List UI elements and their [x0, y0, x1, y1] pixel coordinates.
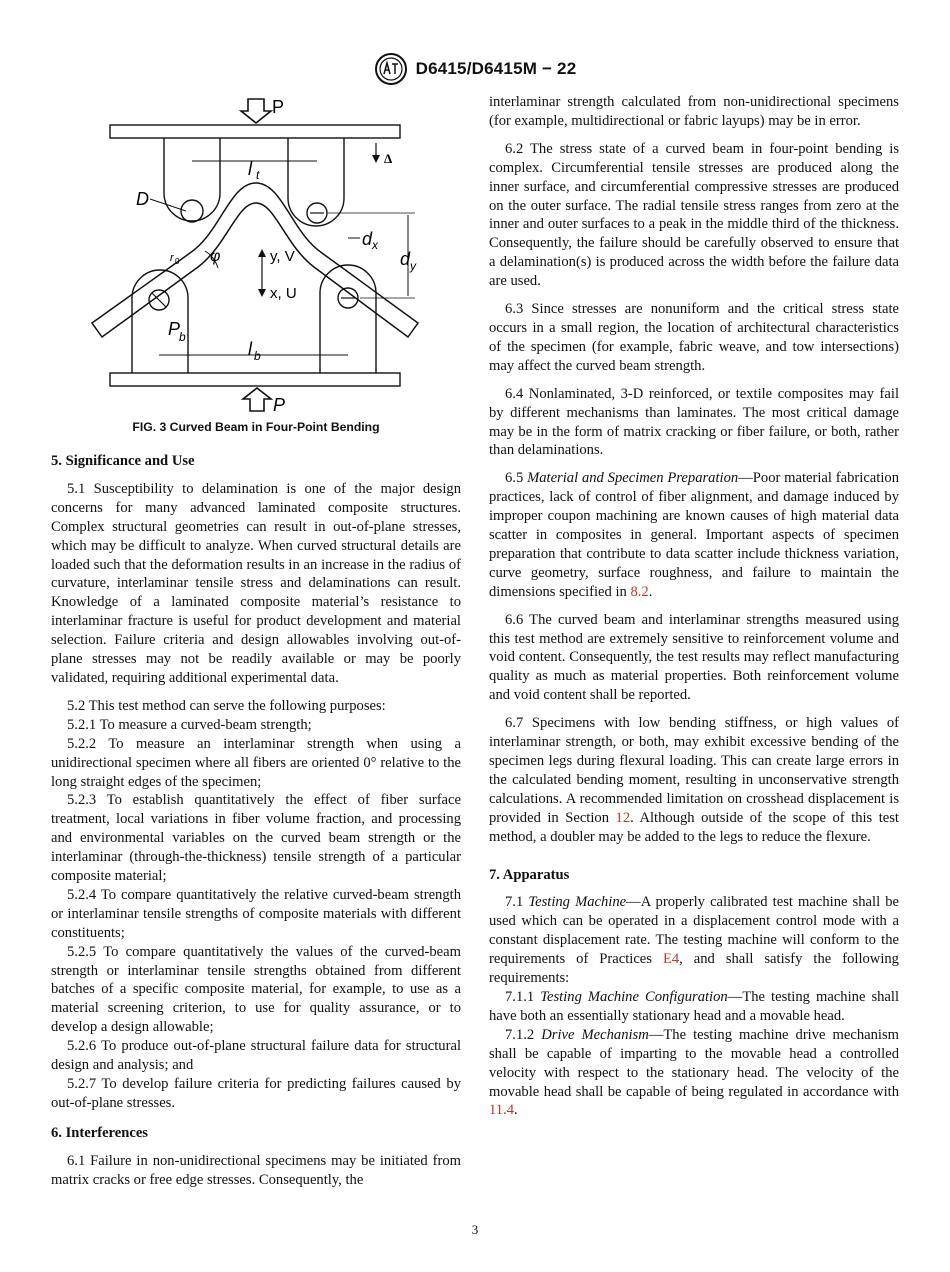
para-6-7-tail: . Although outside of the scope of this test method, a doubler may be added to the legs to reduce the flexure.: [489, 809, 899, 845]
para-7-1-title: Testing Machine: [528, 894, 627, 911]
page-header: [0, 52, 950, 86]
para-5-2: 5.2 This test method can serve the following purposes:: [67, 697, 386, 714]
section-6-heading: 6. Interferences: [51, 1124, 148, 1141]
astm-logo-icon: [374, 52, 408, 86]
top-load-arrow: [241, 99, 271, 123]
link-11-4[interactable]: 11.4: [489, 1102, 514, 1119]
para-6-5-body: —Poor material fabrication practices, lack of control of fiber alignment, and damage induced by improper coupon machining are known causes of high material data scatter in composites in general. Important aspects of specimen preparation that contribute to data scatter include thickness variation, curve geometry, surface roughness, and failure to maintain the dimensions specified in: [489, 470, 899, 600]
label-lt-sub: t: [256, 168, 260, 182]
para-7-1-1-num: 7.1.1: [505, 988, 535, 1005]
para-5-2-6: 5.2.6 To produce out-of-plane structural failure data for structural design and analysis; and: [51, 1038, 461, 1074]
label-dx-sub: x: [372, 238, 378, 252]
para-7-1-1-body: —The testing machine shall have both an essentially stationary head and a movable head.: [489, 988, 900, 1024]
bottom-load-arrow: [243, 388, 271, 411]
label-lb-sub: b: [254, 349, 261, 363]
para-6-4: 6.4 Nonlaminated, 3-D reinforced, or textile composites may fail by different mechanisms than laminates. The most critical damage may be in the form of matrix cracking or fiber failure, or both, rather than delaminations.: [489, 385, 899, 459]
label-p-top: P: [272, 97, 285, 117]
para-7-1-2-num: 7.1.2: [505, 1026, 535, 1043]
label-p-bottom: P: [273, 395, 286, 415]
label-delta: Δ: [384, 151, 393, 166]
para-5-2-2: 5.2.2 To measure an interlaminar strength when using a unidirectional specimen where all fibers are oriented 0° relative to the long straight edges of the specimen;: [51, 735, 461, 790]
para-6-1-cont: interlaminar strength calculated from non-unidirectional specimens (for example, multidirectional or fabric layups) may be in error.: [489, 94, 899, 129]
bottom-platen: [110, 373, 400, 386]
label-dy: d: [400, 249, 411, 269]
para-7-1-1: [489, 988, 899, 1026]
para-7-1-2-title: Drive Mechanism: [541, 1026, 649, 1043]
upper-left-roller: [181, 200, 203, 222]
label-phi: φ: [210, 248, 221, 265]
right-column: [489, 93, 899, 1120]
label-dx: d: [362, 229, 373, 249]
section-7-heading: 7. Apparatus: [489, 866, 570, 883]
para-7-1-2: [489, 1026, 899, 1121]
para-7-1-2-tail: .: [514, 1102, 518, 1119]
label-d: D: [136, 189, 149, 209]
top-platen: [110, 125, 400, 138]
label-yv: y, V: [270, 248, 295, 265]
para-5-2-4: 5.2.4 To compare quantitatively the relative curved-beam strength or interlaminar tensile strengths of composite materials with different constituents;: [51, 886, 461, 941]
label-lt: l: [248, 159, 252, 179]
label-r0-sub: 0: [175, 257, 180, 266]
label-pb: P: [168, 319, 181, 339]
para-7-1-tail: , and shall satisfy the following requirements:: [489, 951, 899, 987]
para-5-2-1: 5.2.1 To measure a curved-beam strength;: [67, 716, 312, 733]
para-7-1-1-title: Testing Machine Configuration: [540, 988, 728, 1005]
lower-right-support: [320, 265, 376, 373]
para-7-1-body: —A properly calibrated test machine shall be used which can be operated in a displacement control mode with a constant displacement rate. The testing machine will conform to the requirements of Practices: [489, 894, 899, 968]
link-section-12[interactable]: 12: [615, 809, 631, 826]
page-number: 3: [471, 1222, 479, 1237]
figure-caption: FIG. 3 Curved Beam in Four-Point Bending: [132, 420, 380, 434]
para-6-1-start: 6.1 Failure in non-unidirectional specimens may be initiated from matrix cracks or free edge stresses. Consequently, the: [51, 1152, 461, 1188]
left-column: [51, 452, 461, 1190]
label-xu: x, U: [270, 285, 297, 302]
para-5-2-3: 5.2.3 To establish quantitatively the effect of fiber surface treatment, local variations in fiber volume fraction, and processing and environmental variables on the curved beam strength or the interlaminar (through-the-thickness) tensile strength of a particular composite material;: [51, 792, 461, 885]
section-5-heading: 5. Significance and Use: [51, 453, 195, 469]
para-5-2-5: 5.2.5 To compare quantitatively the values of the curved-beam strength or interlaminar tensile strengths obtained from different batches of a specific composite material, for example, to use as a material screening criterion, to use for quality assurance, or to develop a design allowable;: [51, 943, 461, 1036]
link-8-2[interactable]: 8.2: [630, 583, 649, 600]
para-6-2: 6.2 The stress state of a curved beam in four-point bending is complex. Circumferential tensile stresses are produced along the inner surface, and circumferential compressive stresses are produced on the outer surface. The radial tensile stress ranges from zero at the inner and outer surfaces to a peak in the middle third of the thickness. Consequently, the failure should be carefully observed to ensure that a delamination(s) is produced across the width before the failure data are used.: [489, 140, 899, 290]
link-e4[interactable]: E4: [662, 951, 680, 968]
label-r0: r: [170, 252, 174, 264]
label-dy-sub: y: [410, 259, 416, 273]
para-6-3: 6.3 Since stresses are nonuniform and the critical stress state occurs in a small region, the location of architectural characteristics of the specimen (for example, fabric weave, and tow intersections) may affect the curved beam strength.: [489, 301, 899, 374]
para-5-2-7: 5.2.7 To develop failure criteria for predicting failures caused by out-of-plane stresses.: [51, 1076, 461, 1111]
upper-left-holder: [164, 138, 220, 221]
para-6-5-num: 6.5: [505, 470, 524, 487]
para-7-1-num: 7.1: [505, 894, 524, 911]
label-lb: l: [248, 339, 252, 359]
para-6-5: 6.5 Material and Specimen Preparation—Poor material fabrication practices, lack of control of fiber alignment, and damage induced by improper coupon machining are known causes of high material data scatter in composites in general. Important aspects of specimen preparation that contribute to data scatter include thickness variation, curve geometry, surface roughness, and failure to maintain the dimensions specified in 8.2.: [489, 470, 899, 600]
para-6-5-title: Material and Specimen Preparation: [527, 470, 739, 487]
para-6-7: [489, 714, 899, 846]
para-5-1: 5.1 Susceptibility to delamination is one of the major design concerns for many advanced laminated composite structures. Complex structural geometries can result in out-of-plane stresses, which may be difficult to analyze. When curved structural details are loaded such that the deformation results in an increase in the radius of curvature, interlaminar tensile stress and delaminations can result. Knowledge of a laminated composite material’s resistance to interlaminar fracture is useful for product development and material selection. Failure criteria and design allowables involving out-of-plane stresses may not be readily available or may be poorly validated, requiring additional experimental data.: [51, 480, 461, 686]
curved-beam-figure: [70, 93, 450, 418]
label-pb-sub: b: [179, 330, 186, 344]
para-7-1: [489, 893, 899, 988]
para-6-7-body: 6.7 Specimens with low bending stiffness, or high values of interlaminar strength, or both, may exhibit excessive bending of the specimen legs during flexural loading. This can create large errors in the calculated bending moment, resulting in unconservative strength calculations. A recommended limitation on crosshead displacement is provided in Section: [489, 715, 899, 826]
doc-id: D6415/D6415M − 22: [415, 59, 577, 78]
para-6-6: 6.6 The curved beam and interlaminar strengths measured using this test method are extremely sensitive to reinforcement volume and void content. Consequently, the test results may reflect manufacturing quality as much as material properties. Both reinforcement volume and void content shall be reported.: [489, 611, 899, 704]
para-7-1-2-body: —The testing machine drive mechanism shall be capable of imparting to the movable head a controlled velocity with respect to the stationary head. The velocity of the movable head shall be capable of being regulated in accordance with: [489, 1026, 900, 1100]
